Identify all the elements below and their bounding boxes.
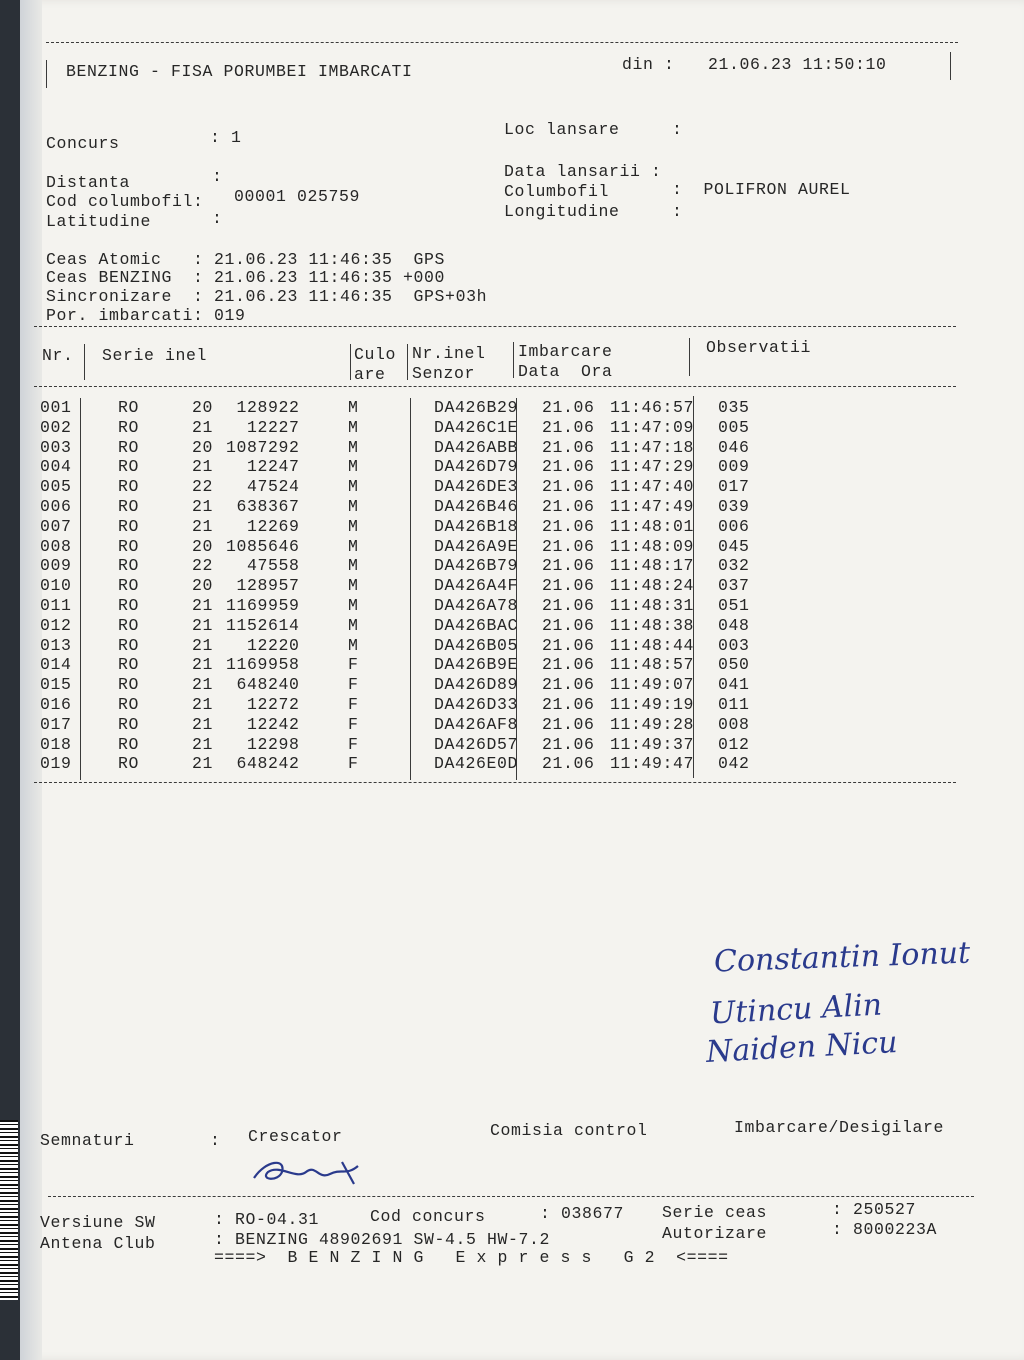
row-nr: 015 (40, 675, 72, 695)
row-obs: 012 (718, 734, 750, 754)
distanta-value: : (212, 167, 223, 186)
row-nr: 001 (40, 398, 72, 417)
distanta-label: Distanta (46, 173, 131, 192)
autorizare-value: : 8000223A (832, 1220, 938, 1239)
loc-lansare-label: Loc lansare (504, 120, 620, 139)
table-row (40, 398, 800, 418)
din-value: 21.06.23 11:50:10 (708, 55, 887, 74)
row-date: 21.06 (542, 417, 595, 437)
row-date: 21.06 (542, 595, 595, 615)
row-nr: 006 (40, 496, 72, 516)
row-time: 11:49:47 (610, 754, 695, 774)
printout-sheet (20, 0, 1024, 1360)
row-sensor: DA426AF8 (434, 714, 519, 734)
row-year: 21 (192, 754, 214, 774)
col-header-nr: Nr. (42, 346, 74, 365)
row-date: 21.06 (542, 496, 595, 516)
row-nr: 008 (40, 536, 72, 556)
col-header-senzor: Senzor (412, 364, 476, 383)
row-time: 11:49:37 (610, 734, 695, 754)
row-ring: 1169959 (226, 595, 300, 615)
row-year: 20 (192, 437, 214, 457)
serie-ceas-label: Serie ceas (662, 1203, 768, 1222)
row-country: RO (118, 536, 140, 556)
table-row (40, 695, 800, 715)
autorizare-label: Autorizare (662, 1224, 768, 1243)
cod-concurs-label: Cod concurs (370, 1207, 486, 1226)
row-obs: 051 (718, 595, 750, 615)
concurs-value: : 1 (210, 128, 242, 147)
row-sex: M (348, 398, 359, 417)
row-sensor: DA426A78 (434, 595, 519, 615)
loc-lansare-value: : (672, 120, 683, 139)
row-country: RO (118, 655, 140, 675)
semnaturi-colon: : (210, 1131, 221, 1150)
row-sex: F (348, 655, 359, 675)
row-sensor: DA426D33 (434, 694, 519, 714)
row-nr: 009 (40, 556, 72, 576)
row-date: 21.06 (542, 635, 595, 655)
row-date: 21.06 (542, 734, 595, 754)
row-obs: 005 (718, 417, 750, 437)
row-time: 11:48:01 (610, 516, 695, 536)
benzing-express-banner: ====> B E N Z I N G E x p r e s s G 2 <==== (214, 1248, 729, 1267)
comisia-control-label: Comisia control (490, 1121, 648, 1140)
row-obs: 039 (718, 496, 750, 516)
row-date: 21.06 (542, 754, 595, 774)
table-row (40, 457, 800, 477)
row-year: 21 (192, 635, 214, 655)
row-sex: M (348, 595, 359, 615)
header-sep-3 (407, 344, 408, 380)
row-nr: 011 (40, 595, 72, 615)
row-country: RO (118, 714, 140, 734)
row-country: RO (118, 398, 140, 417)
row-year: 21 (192, 457, 214, 477)
row-time: 11:48:44 (610, 635, 695, 655)
row-ring: 12298 (226, 734, 300, 754)
row-time: 11:48:38 (610, 615, 695, 635)
row-obs: 003 (718, 635, 750, 655)
row-sensor: DA426B18 (434, 516, 519, 536)
handwritten-name-1: Constantin Ionut (713, 935, 971, 980)
ceas-atomic-line: Ceas Atomic : 21.06.23 11:46:35 GPS (46, 250, 446, 269)
row-date: 21.06 (542, 576, 595, 596)
row-nr: 002 (40, 417, 72, 437)
col-header-imbarcare: Imbarcare (518, 342, 613, 361)
divider-table-bottom (34, 782, 956, 783)
row-nr: 013 (40, 635, 72, 655)
row-ring: 128957 (226, 576, 300, 596)
row-obs: 045 (718, 536, 750, 556)
imbarcare-desigilare-label: Imbarcare/Desigilare (734, 1118, 945, 1137)
row-time: 11:48:24 (610, 576, 695, 596)
row-sex: F (348, 754, 359, 774)
row-time: 11:46:57 (610, 398, 695, 417)
col-header-are: are (354, 365, 386, 384)
row-sensor: DA426D57 (434, 734, 519, 754)
row-date: 21.06 (542, 714, 595, 734)
row-time: 11:48:57 (610, 655, 695, 675)
data-lansarii-label: Data lansarii : (504, 162, 662, 181)
table-row (40, 438, 800, 458)
row-country: RO (118, 576, 140, 596)
columbofil-label: Columbofil (504, 182, 610, 201)
row-sex: M (348, 615, 359, 635)
row-obs: 008 (718, 714, 750, 734)
row-country: RO (118, 754, 140, 774)
col-header-observatii: Observatii (706, 338, 812, 357)
row-time: 11:47:49 (610, 496, 695, 516)
row-ring: 12247 (226, 457, 300, 477)
row-sex: M (348, 437, 359, 457)
row-ring: 1087292 (226, 437, 300, 457)
row-ring: 1152614 (226, 615, 300, 635)
table-row (40, 576, 800, 596)
row-ring: 12220 (226, 635, 300, 655)
sincronizare-line: Sincronizare : 21.06.23 11:46:35 GPS+03h (46, 287, 488, 306)
latitudine-value: : (212, 209, 223, 228)
row-country: RO (118, 457, 140, 477)
row-nr: 012 (40, 615, 72, 635)
row-sex: M (348, 417, 359, 437)
row-date: 21.06 (542, 615, 595, 635)
barcode-label (0, 1120, 18, 1300)
cod-columbofil-value: 00001 025759 (234, 187, 361, 206)
row-sensor: DA426A4F (434, 576, 519, 596)
row-ring: 47558 (226, 556, 300, 576)
row-country: RO (118, 675, 140, 695)
header-sep-4 (513, 342, 514, 378)
header-sep-5 (689, 338, 690, 376)
row-year: 21 (192, 675, 214, 695)
header-sep-2 (350, 344, 351, 380)
table-row (40, 655, 800, 675)
row-obs: 048 (718, 615, 750, 635)
row-country: RO (118, 734, 140, 754)
semnaturi-label: Semnaturi (40, 1131, 135, 1150)
divider-table-header (34, 386, 956, 387)
col-header-culo: Culo (354, 345, 397, 364)
row-sex: F (348, 675, 359, 695)
row-sensor: DA426A9E (434, 536, 519, 556)
row-sex: M (348, 457, 359, 477)
row-year: 20 (192, 398, 214, 417)
row-sex: M (348, 536, 359, 556)
versiune-sw-label: Versiune SW (40, 1213, 156, 1232)
crescator-signature (246, 1150, 376, 1190)
row-country: RO (118, 516, 140, 536)
row-ring: 128922 (226, 398, 300, 417)
col-header-data-ora: Data Ora (518, 362, 613, 381)
row-year: 22 (192, 556, 214, 576)
row-date: 21.06 (542, 655, 595, 675)
row-nr: 004 (40, 457, 72, 477)
table-row (40, 596, 800, 616)
row-nr: 016 (40, 694, 72, 714)
row-sensor: DA426B05 (434, 635, 519, 655)
row-obs: 046 (718, 437, 750, 457)
row-country: RO (118, 615, 140, 635)
row-sensor: DA426B79 (434, 556, 519, 576)
columbofil-value: : POLIFRON AUREL (672, 180, 851, 199)
row-ring: 638367 (226, 496, 300, 516)
table-row (40, 675, 800, 695)
crescator-label: Crescator (248, 1127, 343, 1146)
row-time: 11:47:09 (610, 417, 695, 437)
row-year: 21 (192, 694, 214, 714)
row-year: 21 (192, 496, 214, 516)
row-sex: M (348, 635, 359, 655)
table-row (40, 616, 800, 636)
row-date: 21.06 (542, 516, 595, 536)
row-year: 21 (192, 714, 214, 734)
row-country: RO (118, 694, 140, 714)
row-time: 11:47:40 (610, 477, 695, 497)
row-country: RO (118, 417, 140, 437)
row-sensor: DA426E0D (434, 754, 519, 774)
cod-columbofil-label: Cod columbofil: (46, 192, 204, 211)
row-nr: 019 (40, 754, 72, 774)
table-row (40, 715, 800, 735)
row-nr: 003 (40, 437, 72, 457)
row-year: 21 (192, 516, 214, 536)
handwritten-name-3: Naiden Nicu (705, 1025, 899, 1070)
table-row (40, 418, 800, 438)
din-label: din : (622, 55, 675, 74)
ceas-benzing-line: Ceas BENZING : 21.06.23 11:46:35 +000 (46, 268, 446, 287)
document-title: BENZING - FISA PORUMBEI IMBARCATI (66, 62, 413, 81)
row-year: 21 (192, 655, 214, 675)
row-sensor: DA426D89 (434, 675, 519, 695)
row-time: 11:49:19 (610, 694, 695, 714)
row-ring: 12269 (226, 516, 300, 536)
row-obs: 050 (718, 655, 750, 675)
row-ring: 47524 (226, 477, 300, 497)
row-date: 21.06 (542, 556, 595, 576)
row-year: 21 (192, 595, 214, 615)
row-year: 21 (192, 615, 214, 635)
row-nr: 017 (40, 714, 72, 734)
latitudine-label: Latitudine (46, 212, 152, 231)
row-date: 21.06 (542, 477, 595, 497)
row-nr: 005 (40, 477, 72, 497)
longitudine-value: : (672, 202, 683, 221)
longitudine-label: Longitudine (504, 202, 620, 221)
row-obs: 006 (718, 516, 750, 536)
row-date: 21.06 (542, 437, 595, 457)
row-obs: 009 (718, 457, 750, 477)
row-sensor: DA426B29 (434, 398, 519, 417)
row-sex: M (348, 496, 359, 516)
table-row (40, 517, 800, 537)
pigeon-table-body (40, 398, 800, 774)
header-sep-1 (84, 344, 85, 380)
cod-concurs-value: : 038677 (540, 1204, 625, 1223)
row-date: 21.06 (542, 398, 595, 417)
row-time: 11:49:28 (610, 714, 695, 734)
row-ring: 12227 (226, 417, 300, 437)
row-nr: 018 (40, 734, 72, 754)
row-sensor: DA426C1E (434, 417, 519, 437)
row-time: 11:47:18 (610, 437, 695, 457)
row-sensor: DA426B46 (434, 496, 519, 516)
table-row (40, 754, 800, 774)
row-sensor: DA426B9E (434, 655, 519, 675)
table-row (40, 636, 800, 656)
row-year: 20 (192, 576, 214, 596)
row-ring: 648240 (226, 675, 300, 695)
col-header-serie-inel: Serie inel (102, 346, 208, 365)
row-year: 21 (192, 734, 214, 754)
row-sex: M (348, 556, 359, 576)
row-year: 20 (192, 536, 214, 556)
row-ring: 1169958 (226, 655, 300, 675)
divider-table-top (34, 326, 956, 327)
table-row (40, 556, 800, 576)
row-sex: F (348, 734, 359, 754)
handwritten-name-2: Utincu Alin (709, 987, 883, 1032)
row-time: 11:49:07 (610, 675, 695, 695)
antena-club-value: : BENZING 48902691 SW-4.5 HW-7.2 (214, 1230, 551, 1249)
row-obs: 032 (718, 556, 750, 576)
row-time: 11:47:29 (610, 457, 695, 477)
row-country: RO (118, 635, 140, 655)
row-sex: M (348, 516, 359, 536)
sheet-edge (20, 0, 42, 1360)
row-country: RO (118, 595, 140, 615)
row-date: 21.06 (542, 536, 595, 556)
serie-ceas-value: : 250527 (832, 1200, 917, 1219)
row-obs: 037 (718, 576, 750, 596)
porumbei-imbarcati-line: Por. imbarcati: 019 (46, 306, 246, 325)
versiune-sw-value: : RO-04.31 (214, 1210, 320, 1229)
row-sensor: DA426D79 (434, 457, 519, 477)
table-row (40, 477, 800, 497)
row-time: 11:48:17 (610, 556, 695, 576)
row-ring: 12242 (226, 714, 300, 734)
row-year: 22 (192, 477, 214, 497)
row-sex: F (348, 714, 359, 734)
row-obs: 017 (718, 477, 750, 497)
row-sex: M (348, 576, 359, 596)
divider-footer (48, 1196, 974, 1197)
row-time: 11:48:31 (610, 595, 695, 615)
antena-club-label: Antena Club (40, 1234, 156, 1253)
row-time: 11:48:09 (610, 536, 695, 556)
row-year: 21 (192, 417, 214, 437)
header-right-bar (950, 52, 951, 80)
row-obs: 035 (718, 398, 750, 417)
row-sex: M (348, 477, 359, 497)
row-ring: 12272 (226, 694, 300, 714)
table-row (40, 497, 800, 517)
row-obs: 011 (718, 694, 750, 714)
row-country: RO (118, 477, 140, 497)
table-row (40, 735, 800, 755)
col-header-nr-inel: Nr.inel (412, 344, 486, 363)
row-obs: 041 (718, 675, 750, 695)
row-obs: 042 (718, 754, 750, 774)
row-date: 21.06 (542, 675, 595, 695)
header-left-bar (46, 60, 47, 88)
row-sensor: DA426BAC (434, 615, 519, 635)
row-nr: 007 (40, 516, 72, 536)
row-nr: 010 (40, 576, 72, 596)
row-sensor: DA426DE3 (434, 477, 519, 497)
row-date: 21.06 (542, 457, 595, 477)
row-date: 21.06 (542, 694, 595, 714)
row-nr: 014 (40, 655, 72, 675)
divider-top (46, 42, 958, 43)
row-country: RO (118, 437, 140, 457)
table-row (40, 537, 800, 557)
row-sex: F (348, 694, 359, 714)
row-ring: 1085646 (226, 536, 300, 556)
row-ring: 648242 (226, 754, 300, 774)
row-country: RO (118, 496, 140, 516)
concurs-label: Concurs (46, 134, 120, 153)
row-sensor: DA426ABB (434, 437, 519, 457)
row-country: RO (118, 556, 140, 576)
